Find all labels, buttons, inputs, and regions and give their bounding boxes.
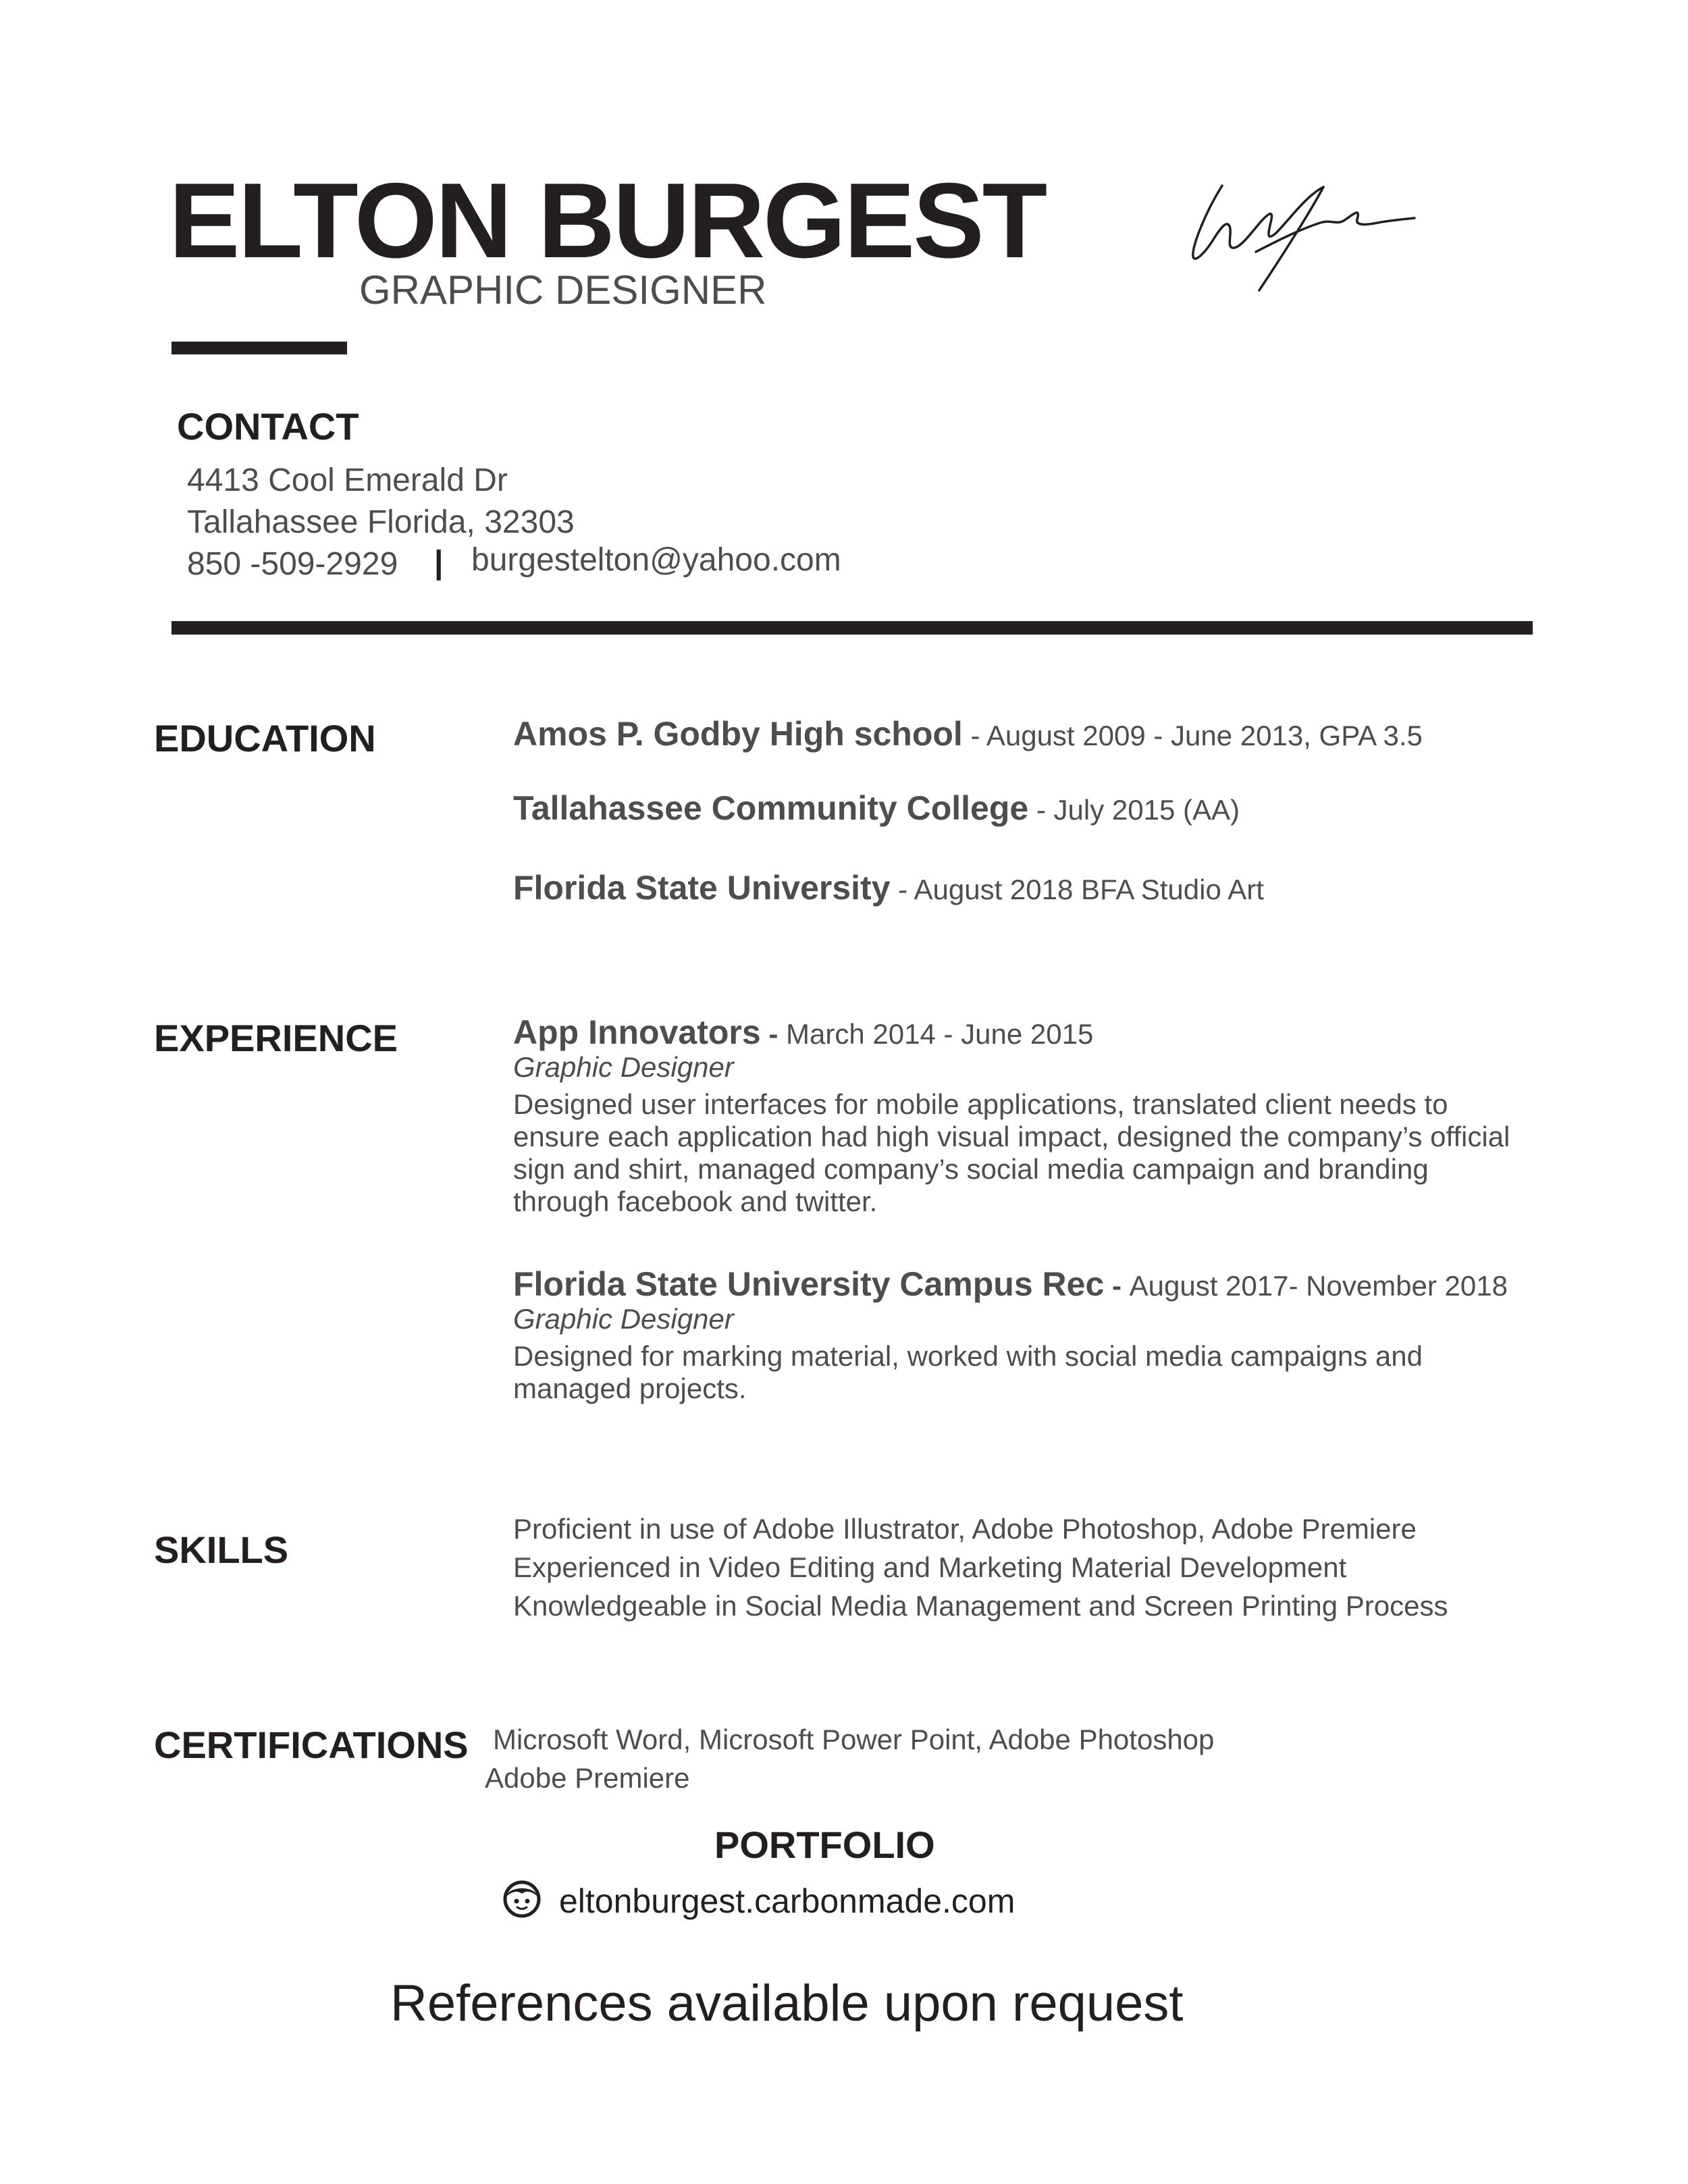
skills-heading: SKILLS [154,1528,289,1571]
education-entry [513,791,1240,825]
certifications-heading: CERTIFICATIONS [154,1724,469,1766]
address-line-2: Tallahassee Florida, 32303 [187,504,575,540]
job-role: Graphic Designer [513,1051,734,1083]
phone-number: 850 -509-2929 [187,546,398,582]
email-address: burgestelton@yahoo.com [471,542,841,578]
references-note: References available upon request [390,1975,1184,2032]
address-line-1: 4413 Cool Emerald Dr [187,462,508,498]
portfolio-link[interactable]: eltonburgest.carbonmade.com [559,1882,1016,1920]
education-detail: - August 2009 - June 2013, GPA 3.5 [962,720,1423,751]
education-institution: Florida State University [513,869,891,907]
experience-heading: EXPERIENCE [154,1017,398,1059]
job-description: Designed for marking material, worked with social media campaigns and managed projects. [513,1340,1423,1404]
portfolio-heading: PORTFOLIO [714,1823,935,1866]
education-institution: Amos P. Godby High school [513,715,963,753]
certification-line: Microsoft Word, Microsoft Power Point, Adobe Photoshop [493,1724,1215,1755]
signature-image [1185,172,1418,297]
education-entry [513,717,1423,751]
job-dates: March 2014 - June 2015 [786,1018,1094,1050]
education-entry [513,871,1264,905]
job-title: GRAPHIC DESIGNER [359,267,767,313]
experience-entry [513,1267,1526,1405]
resume-name: ELTON BURGEST [169,161,1046,280]
certification-line: Adobe Premiere [485,1762,690,1794]
face-icon [503,1880,541,1918]
job-company: App Innovators [513,1013,761,1051]
skill-item: Proficient in use of Adobe Illustrator, Adobe Photoshop, Adobe Premiere [513,1513,1417,1545]
education-institution: Tallahassee Community College [513,789,1029,827]
education-heading: EDUCATION [154,717,376,760]
job-dates: August 2017- November 2018 [1129,1270,1508,1302]
title-underline [172,342,347,354]
job-dash: - [760,1018,787,1050]
header-divider [172,621,1533,635]
education-detail: - July 2015 (AA) [1028,794,1240,826]
job-company: Florida State University Campus Rec [513,1265,1105,1303]
education-detail: - August 2018 BFA Studio Art [890,874,1264,905]
skill-item: Knowledgeable in Social Media Management and Screen Printing Process [513,1590,1448,1622]
job-role: Graphic Designer [513,1303,734,1335]
experience-entry [513,1015,1526,1218]
job-description: Designed user interfaces for mobile applications, translated client needs to ensure each application had high visual impact, designed the company’s official sign and shirt, managed company’s social media campaign and branding through facebook and twitter. [513,1088,1510,1217]
skill-item: Experienced in Video Editing and Marketing Material Development [513,1551,1347,1583]
skills-list [513,1510,1448,1625]
contact-separator: | [434,545,444,581]
job-dash: - [1104,1270,1130,1302]
certifications-list [485,1720,1215,1797]
contact-heading: CONTACT [177,405,359,448]
